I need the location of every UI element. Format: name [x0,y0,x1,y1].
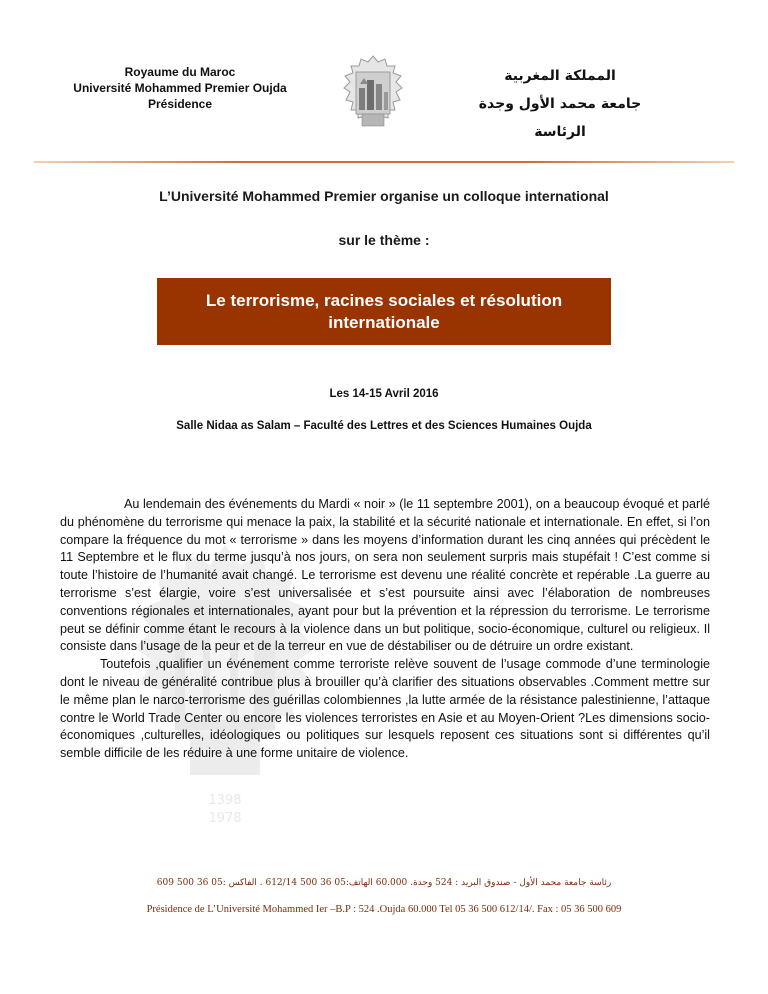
header-left-kingdom: Royaume du Maroc [124,65,236,79]
header-right-block [470,62,650,146]
header-divider [34,161,734,163]
header-left-presidency: Présidence [147,97,213,111]
watermark-year-2: 1978 [208,811,242,826]
intro-line-1: L’Université Mohammed Premier organise un colloque international [159,188,609,204]
theme-title: Le terrorisme, racines sociales et résolution internationale [205,290,563,332]
university-emblem-icon [338,54,408,138]
watermark-year-1: 1398 [208,793,242,808]
header-right-kingdom: المملكة المغربية [504,68,616,84]
event-venue: Salle Nidaa as Salam – Faculté des Lettres et des Sciences Humaines Oujda [176,420,592,432]
footer-french: Présidence de L’Université Mohammed Ier –B.P : 524 .Oujda 60.000 Tel 05 36 500 612/14/. Fax : 05 36 500 609 [146,904,622,915]
header-left-block [60,64,300,112]
header-right-presidency: الرئاسة [534,124,586,140]
intro-line-2: sur le thème : [338,232,430,248]
event-dates: Les 14-15 Avril 2016 [329,388,439,400]
theme-banner [157,278,611,345]
body-paragraph-2: Toutefois ,qualifier un événement comme terroriste relève souvent de l’usage commode d’une terminologie dont le niveau de généralité contribue plus à brouiller qu’à clarifier des situations observables .Comment mettre sur le même plan le narco-terrorisme des guérillas colombiennes ,la lutte armée de la résistance palestinienne, l’attaque contre le World Trade Center ou encore les violences terroristes en Asie et au Moyen-Orient ?Les dimensions socio-économiques ,culturelles, idéologiques ou politiques sur lesquels reposent ces situations sont si différentes qu’il semble difficile de les réduire à une forme unitaire de violence. [60,657,710,761]
header-right-university: جامعة محمد الأول وجدة [478,96,642,112]
body-paragraph-1: Au lendemain des événements du Mardi « noir » (le 11 septembre 2001), on a beaucoup évoqué et parlé du phénomène du terrorisme qui menace la paix, la stabilité et la sécurité nationale et internationale. En effet, si l’on compare la fréquence du mot « terrorisme » dans les moyens d’information durant les cinq années qui précèdent le 11 Septembre et le flux du terme jusqu’à nos jours, on sera non seulement surpris mais stupéfait ! C’est comme si toute l’histoire de l’humanité avait changé. Le terrorisme est devenu une réalité concrète et repérable .La guerre au terrorisme s’est élargie, voire s’est universalisée et s’est poursuite ainsi avec l’élaboration de nombreuses conventions régionales et internationales, ayant pour but la prévention et la répression du terrorisme. Le terrorisme peut se définir comme étant le recours à la violence dans un but politique, socio-économique, culturel ou religieux. Il consiste dans l’usage de la peur et de la terreur en vue de déstabiliser ou de détruire un ordre existant. [60,497,710,654]
header-left-university: Université Mohammed Premier Oujda [73,81,287,95]
footer-arabic: رئاسة جامعة محمد الأول - صندوق البريد : 524 وجدة. 60.000 الهاتف:05 36 500 612/14 . الفاكس :05 36 500 609 [156,878,612,888]
body-text [60,496,710,763]
